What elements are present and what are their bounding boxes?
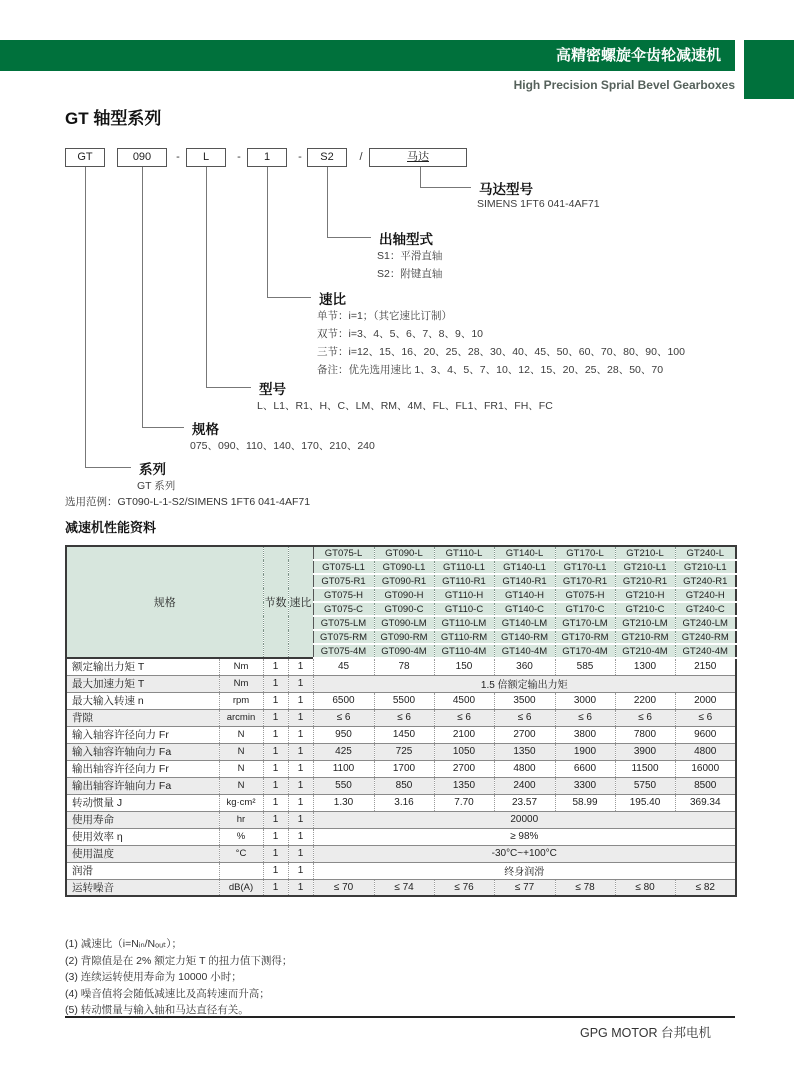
selection-example-label: 选用范例： (65, 496, 118, 508)
ratio-value-cell: 1 (288, 675, 313, 692)
merged-value-cell: -30°C~+100°C (313, 845, 736, 862)
table-row (66, 862, 736, 879)
value-cell: 45 (313, 658, 374, 675)
value-cell: ≤ 6 (374, 709, 434, 726)
table-title: 减速机性能资料 (65, 520, 157, 535)
model-name-cell: GT075-H (555, 588, 615, 602)
unit-cell: N (219, 777, 263, 794)
value-cell: ≤ 74 (374, 879, 434, 896)
model-name-cell: GT240-L (675, 546, 736, 560)
callout-detail-line: 单节：i=1；（其它速比订制） (317, 310, 453, 322)
value-cell: 78 (374, 658, 434, 675)
value-cell: 850 (374, 777, 434, 794)
model-name-cell: GT140-RM (494, 630, 555, 644)
parameter-name-cell: 输出轴容许轴向力 Fa (72, 780, 172, 792)
value-cell: 2400 (494, 777, 555, 794)
footer-divider (65, 1016, 735, 1018)
model-name-cell: GT110-R1 (434, 574, 494, 588)
table-row (66, 658, 736, 675)
model-name-cell: GT090-4M (374, 644, 434, 658)
model-name-cell: GT170-L1 (555, 560, 615, 574)
model-name-cell: GT090-L1 (374, 560, 434, 574)
model-name-cell: GT090-L (374, 546, 434, 560)
footnote: (3) 连续运转使用寿命为 10000 小时； (65, 971, 242, 983)
footnotes (65, 936, 685, 1019)
parameter-name-cell: 润滑 (72, 865, 93, 877)
model-name-cell: GT140-R1 (494, 574, 555, 588)
footnote: (1) 减速比（i=Nᵢₙ/Nₒᵤₜ）； (65, 938, 182, 950)
merged-value-cell: 1.5 倍额定输出力矩 (313, 675, 736, 692)
value-cell: 11500 (615, 760, 675, 777)
table-row (66, 692, 736, 709)
unit-cell: hr (219, 811, 263, 828)
callout-detail-line: L、L1、R1、H、C、LM、RM、4M、FL、FL1、FR1、FH、FC (257, 400, 553, 412)
callout-connector-horizontal (327, 237, 371, 238)
part-number-box: GT (65, 148, 105, 167)
stages-value-cell: 1 (263, 862, 288, 879)
part-number-box: S2 (307, 148, 347, 167)
footnote: (5) 转动惯量与输入轴和马达直径有关。 (65, 1004, 249, 1016)
ratio-value-cell: 1 (288, 726, 313, 743)
section-title: GT 轴型系列 (65, 109, 162, 128)
value-cell: 3500 (494, 692, 555, 709)
callout-connector-vertical (85, 167, 86, 467)
value-cell: 1.30 (313, 794, 374, 811)
ratio-value-cell: 1 (288, 709, 313, 726)
stages-value-cell: 1 (263, 794, 288, 811)
callout-detail-line: 075、090、110、140、170、210、240 (190, 440, 375, 452)
model-name-cell: GT210-LM (615, 616, 675, 630)
stages-value-cell: 1 (263, 743, 288, 760)
stages-value-cell: 1 (263, 760, 288, 777)
table-row (66, 709, 736, 726)
value-cell: 425 (313, 743, 374, 760)
value-cell: ≤ 6 (615, 709, 675, 726)
stages-value-cell: 1 (263, 709, 288, 726)
model-name-cell: GT210-RM (615, 630, 675, 644)
ratio-value-cell: 1 (288, 862, 313, 879)
model-name-cell: GT140-L1 (494, 560, 555, 574)
part-number-separator: - (298, 151, 302, 163)
unit-cell: Nm (219, 675, 263, 692)
model-name-cell: GT210-R1 (615, 574, 675, 588)
table-row (66, 828, 736, 845)
stages-value-cell: 1 (263, 777, 288, 794)
value-cell: ≤ 6 (494, 709, 555, 726)
value-cell: ≤ 6 (434, 709, 494, 726)
table-row (66, 777, 736, 794)
value-cell: 1450 (374, 726, 434, 743)
value-cell: 3.16 (374, 794, 434, 811)
model-name-cell: GT140-H (494, 588, 555, 602)
parameter-name-cell: 输入轴容许轴向力 Fa (72, 746, 172, 758)
stages-value-cell: 1 (263, 845, 288, 862)
callout-connector-horizontal (267, 297, 311, 298)
value-cell: 1900 (555, 743, 615, 760)
value-cell: ≤ 76 (434, 879, 494, 896)
table-row (66, 675, 736, 692)
value-cell: 2100 (434, 726, 494, 743)
callout-connector-vertical (206, 167, 207, 387)
ratio-value-cell: 1 (288, 658, 313, 675)
value-cell: ≤ 77 (494, 879, 555, 896)
column-header-ratio: 速比 (288, 546, 313, 658)
model-name-cell: GT075-H (313, 588, 374, 602)
model-name-cell: GT240-R1 (675, 574, 736, 588)
parameter-name-cell: 使用温度 (72, 848, 114, 860)
model-name-cell: GT110-LM (434, 616, 494, 630)
parameter-name-cell: 额定输出力矩 T (72, 661, 145, 674)
ratio-value-cell: 1 (288, 794, 313, 811)
model-name-cell: GT140-C (494, 602, 555, 616)
unit-cell: °C (219, 845, 263, 862)
model-name-cell: GT240-H (675, 588, 736, 602)
value-cell: 6500 (313, 692, 374, 709)
model-name-cell: GT075-C (313, 602, 374, 616)
model-name-cell: GT090-LM (374, 616, 434, 630)
unit-cell: kg·cm² (219, 794, 263, 811)
value-cell: ≤ 70 (313, 879, 374, 896)
parameter-name-cell: 背隙 (72, 712, 93, 724)
parameter-name-cell: 使用效率 η (72, 831, 123, 843)
value-cell: 2700 (494, 726, 555, 743)
value-cell: 1050 (434, 743, 494, 760)
table-row (66, 845, 736, 862)
ratio-value-cell: 1 (288, 828, 313, 845)
header-title-cn: 高精密螺旋伞齿轮减速机 (555, 47, 721, 64)
model-name-cell: GT075-RM (313, 630, 374, 644)
callout-connector-horizontal (420, 187, 471, 188)
model-name-cell: GT075-L1 (313, 560, 374, 574)
footnote: (2) 背隙值是在 2% 额定力矩 T 的扭力值下测得； (65, 954, 293, 967)
model-name-cell: GT090-C (374, 602, 434, 616)
callout-connector-vertical (267, 167, 268, 297)
model-name-cell: GT075-4M (313, 644, 374, 658)
callout-detail-line: 双节：i=3、4、5、6、7、8、9、10 (317, 328, 484, 340)
table-row (66, 760, 736, 777)
footer-brand: GPG MOTOR 台邦电机 (579, 1026, 711, 1040)
model-name-cell: GT110-C (434, 602, 494, 616)
value-cell: ≤ 6 (675, 709, 736, 726)
value-cell: 3000 (555, 692, 615, 709)
callout-connector-horizontal (206, 387, 251, 388)
value-cell: 1300 (615, 658, 675, 675)
unit-cell: dB(A) (219, 879, 263, 896)
table-row (66, 879, 736, 896)
callout-label: 系列 (137, 458, 166, 478)
unit-cell: arcmin (219, 709, 263, 726)
callout-connector-vertical (327, 167, 328, 237)
callout-label: 型号 (257, 378, 286, 398)
part-number-box: 马达 (369, 148, 467, 167)
value-cell: 4800 (675, 743, 736, 760)
value-cell: 1350 (494, 743, 555, 760)
performance-table (65, 545, 737, 897)
model-name-cell: GT140-L (494, 546, 555, 560)
value-cell: 16000 (675, 760, 736, 777)
callout-detail-line: S1：平滑直轴 (377, 250, 443, 262)
value-cell: 3900 (615, 743, 675, 760)
model-name-cell: GT110-RM (434, 630, 494, 644)
model-name-cell: GT240-LM (675, 616, 736, 630)
value-cell: 950 (313, 726, 374, 743)
value-cell: 5500 (374, 692, 434, 709)
callout-detail-line: 备注：优先选用速比 1、3、4、5、7、10、12、15、20、25、28、50、70 (317, 364, 664, 376)
unit-cell: N (219, 726, 263, 743)
value-cell: 4500 (434, 692, 494, 709)
part-number-separator: / (359, 151, 363, 163)
value-cell: 585 (555, 658, 615, 675)
footnote: (4) 噪音值将会随低减速比及高转速而升高； (65, 987, 270, 1000)
value-cell: 3800 (555, 726, 615, 743)
model-name-cell: GT075-R1 (313, 574, 374, 588)
callout-connector-horizontal (142, 427, 184, 428)
stages-value-cell: 1 (263, 828, 288, 845)
value-cell: 2200 (615, 692, 675, 709)
part-number-separator: - (176, 151, 180, 163)
model-name-cell: GT210-C (615, 602, 675, 616)
model-name-cell: GT075-L (313, 546, 374, 560)
model-name-cell: GT090-R1 (374, 574, 434, 588)
merged-value-cell: 20000 (313, 811, 736, 828)
parameter-name-cell: 最大加速力矩 T (72, 678, 145, 690)
selection-example-value: GT090-L-1-S2/SIMENS 1FT6 041-4AF71 (117, 496, 311, 508)
parameter-name-cell: 转动惯量 J (72, 797, 123, 809)
model-name-cell: GT090-RM (374, 630, 434, 644)
model-name-cell: GT075-LM (313, 616, 374, 630)
value-cell: 195.40 (615, 794, 675, 811)
stages-value-cell: 1 (263, 879, 288, 896)
ratio-value-cell: 1 (288, 811, 313, 828)
callout-label: 出轴型式 (377, 228, 433, 248)
value-cell: 58.99 (555, 794, 615, 811)
model-name-cell: GT240-4M (675, 644, 736, 658)
ratio-value-cell: 1 (288, 777, 313, 794)
merged-value-cell: 终身润滑 (313, 862, 736, 879)
header-title-en: High Precision Sprial Bevel Gearboxes (513, 78, 735, 92)
value-cell: ≤ 80 (615, 879, 675, 896)
model-name-cell: GT210-L1 (675, 560, 736, 574)
value-cell: 369.34 (675, 794, 736, 811)
model-name-cell: GT090-H (374, 588, 434, 602)
parameter-name-cell: 输出轴容许径向力 Fr (72, 763, 169, 775)
model-name-cell: GT110-4M (434, 644, 494, 658)
model-name-cell: GT170-4M (555, 644, 615, 658)
table-row (66, 743, 736, 760)
value-cell: 3300 (555, 777, 615, 794)
parameter-name-cell: 使用寿命 (72, 814, 114, 826)
model-name-cell: GT170-C (555, 602, 615, 616)
ratio-value-cell: 1 (288, 743, 313, 760)
model-name-cell: GT210-H (615, 588, 675, 602)
model-name-cell: GT240-RM (675, 630, 736, 644)
model-name-cell: GT140-LM (494, 616, 555, 630)
value-cell: 4800 (494, 760, 555, 777)
selection-example (65, 494, 310, 509)
value-cell: 8500 (675, 777, 736, 794)
parameter-name-cell: 最大输入转速 n (72, 695, 144, 707)
model-name-cell: GT210-L1 (615, 560, 675, 574)
unit-cell: N (219, 760, 263, 777)
value-cell: 2000 (675, 692, 736, 709)
part-number-box: 090 (117, 148, 167, 167)
model-name-cell: GT110-L (434, 546, 494, 560)
value-cell: 6600 (555, 760, 615, 777)
callout-label: 马达型号 (477, 178, 533, 198)
model-name-cell: GT240-C (675, 602, 736, 616)
unit-cell (219, 862, 263, 879)
value-cell: ≤ 78 (555, 879, 615, 896)
value-cell: 23.57 (494, 794, 555, 811)
stages-value-cell: 1 (263, 811, 288, 828)
ratio-value-cell: 1 (288, 692, 313, 709)
callout-detail-line: GT 系列 (137, 480, 176, 492)
value-cell: 725 (374, 743, 434, 760)
value-cell: 150 (434, 658, 494, 675)
value-cell: 2150 (675, 658, 736, 675)
model-name-cell: GT170-L (555, 546, 615, 560)
part-number-box: 1 (247, 148, 287, 167)
callout-detail-line: S2：附键直轴 (377, 268, 443, 280)
value-cell: 7.70 (434, 794, 494, 811)
callout-connector-vertical (420, 167, 421, 187)
value-cell: 360 (494, 658, 555, 675)
unit-cell: Nm (219, 658, 263, 675)
unit-cell: % (219, 828, 263, 845)
model-name-cell: GT170-LM (555, 616, 615, 630)
part-number-separator: - (237, 151, 241, 163)
merged-value-cell: ≥ 98% (313, 828, 736, 845)
stages-value-cell: 1 (263, 726, 288, 743)
value-cell: 5750 (615, 777, 675, 794)
parameter-name-cell: 输入轴容许径向力 Fr (72, 729, 169, 741)
model-name-cell: GT210-4M (615, 644, 675, 658)
table-row (66, 726, 736, 743)
value-cell: ≤ 82 (675, 879, 736, 896)
value-cell: 9600 (675, 726, 736, 743)
ratio-value-cell: 1 (288, 845, 313, 862)
callout-detail-line: SIMENS 1FT6 041-4AF71 (477, 198, 600, 210)
unit-cell: rpm (219, 692, 263, 709)
model-name-cell: GT110-L1 (434, 560, 494, 574)
model-name-cell: GT210-L (615, 546, 675, 560)
value-cell: 1700 (374, 760, 434, 777)
stages-value-cell: 1 (263, 675, 288, 692)
value-cell: ≤ 6 (555, 709, 615, 726)
model-name-cell: GT140-4M (494, 644, 555, 658)
stages-value-cell: 1 (263, 692, 288, 709)
model-name-cell: GT110-H (434, 588, 494, 602)
ratio-value-cell: 1 (288, 760, 313, 777)
value-cell: 7800 (615, 726, 675, 743)
value-cell: 1100 (313, 760, 374, 777)
callout-label: 规格 (190, 418, 219, 438)
callout-label: 速比 (317, 288, 346, 308)
callout-detail-line: 三节：i=12、15、16、20、25、28、30、40、45、50、60、70、80、90、100 (317, 346, 685, 358)
column-header-stages: 节数 (263, 546, 288, 658)
table-corner-label: 规格 (66, 546, 263, 658)
ratio-value-cell: 1 (288, 879, 313, 896)
callout-connector-horizontal (85, 467, 131, 468)
value-cell: ≤ 6 (313, 709, 374, 726)
value-cell: 1350 (434, 777, 494, 794)
model-name-cell: GT170-RM (555, 630, 615, 644)
parameter-name-cell: 运转噪音 (72, 881, 114, 894)
model-name-cell: GT170-R1 (555, 574, 615, 588)
value-cell: 550 (313, 777, 374, 794)
value-cell: 2700 (434, 760, 494, 777)
table-row (66, 794, 736, 811)
table-row (66, 811, 736, 828)
unit-cell: N (219, 743, 263, 760)
stages-value-cell: 1 (263, 658, 288, 675)
callout-connector-vertical (142, 167, 143, 427)
part-number-box: L (186, 148, 226, 167)
